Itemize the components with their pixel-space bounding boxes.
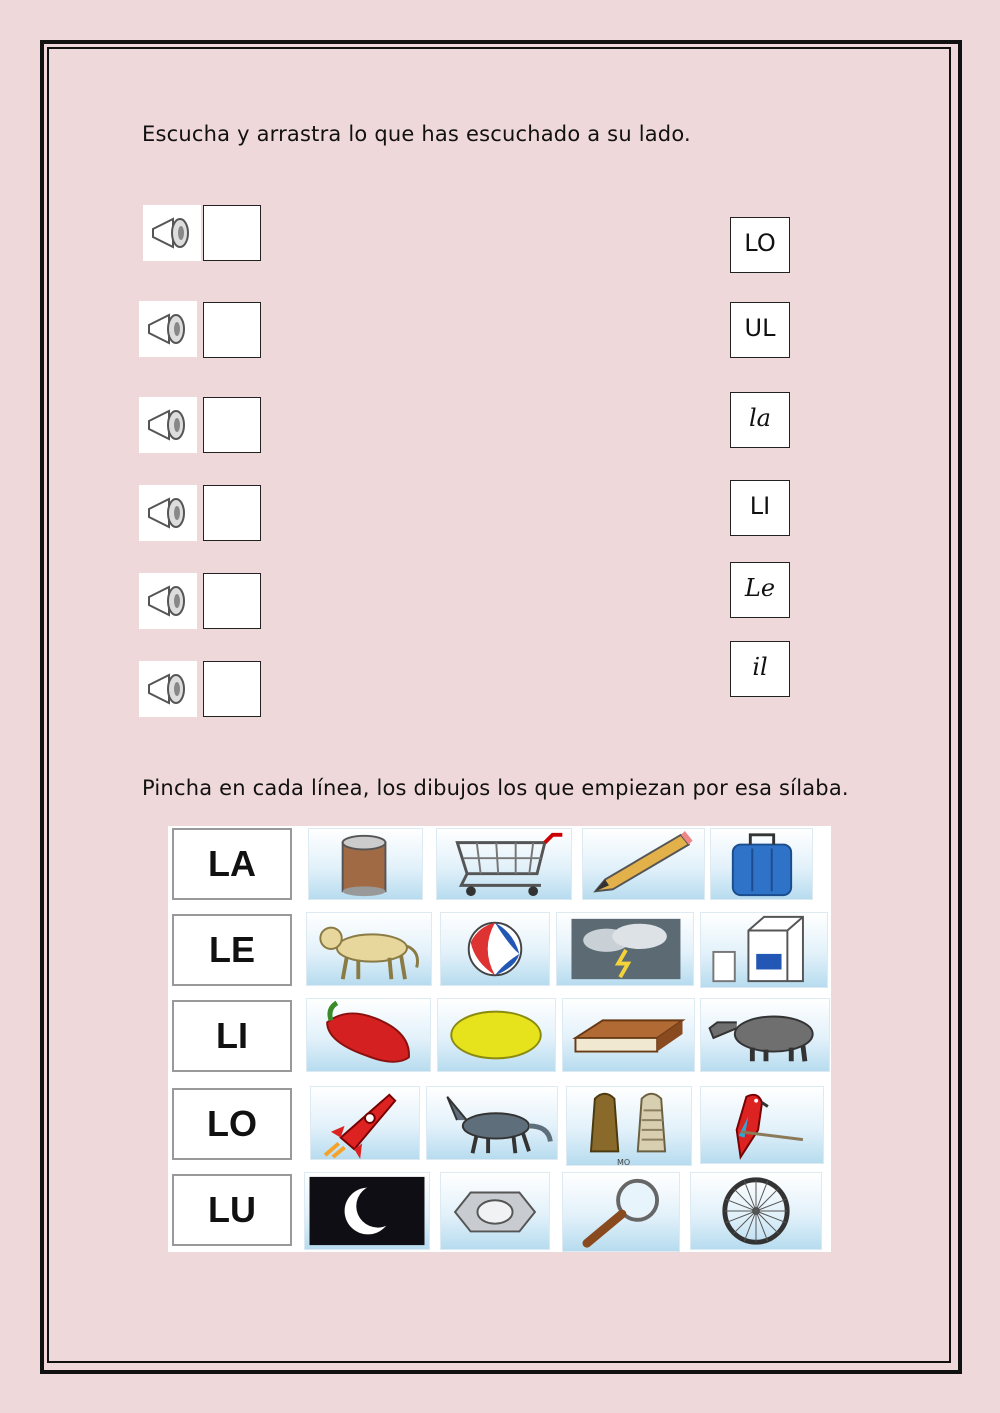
picture-parrot[interactable]	[700, 1086, 824, 1164]
wolf-icon	[427, 1087, 557, 1159]
syllable-label-lo: LO	[172, 1088, 292, 1160]
syllable-label-li: LI	[172, 1000, 292, 1072]
speaker-button-3[interactable]	[139, 397, 197, 453]
speaker-icon	[145, 581, 193, 621]
drag-tile-ul[interactable]: UL	[730, 302, 790, 358]
pencil-icon	[583, 829, 704, 899]
click-instruction: Pincha en cada línea, los dibujos los que empiezan por esa sílaba.	[142, 776, 849, 800]
wheel-icon	[691, 1173, 821, 1249]
syllable-label-la: LA	[172, 828, 292, 900]
can-icon	[309, 829, 422, 899]
mummy-label: MO	[617, 1158, 631, 1167]
speaker-icon	[145, 493, 193, 533]
drop-box-6[interactable]	[203, 661, 261, 717]
picture-magnifier[interactable]	[562, 1172, 680, 1252]
picture-rocket[interactable]	[310, 1086, 420, 1160]
drag-tile-li[interactable]: LI	[730, 480, 790, 536]
picture-beach-ball[interactable]	[440, 912, 550, 986]
book-icon	[563, 999, 694, 1071]
picture-can[interactable]	[308, 828, 423, 900]
picture-wheel[interactable]	[690, 1172, 822, 1250]
drag-tile-il[interactable]: il	[730, 641, 790, 697]
speaker-button-1[interactable]	[143, 205, 201, 261]
drop-box-3[interactable]	[203, 397, 261, 453]
rhino-icon	[701, 999, 829, 1071]
milk-carton-icon	[701, 913, 827, 987]
drop-box-5[interactable]	[203, 573, 261, 629]
drag-tile-lo[interactable]: LO	[730, 217, 790, 273]
beach-ball-icon	[441, 913, 549, 985]
shopping-cart-icon	[437, 829, 571, 899]
pepper-icon	[307, 999, 430, 1071]
picture-book[interactable]	[562, 998, 695, 1072]
speaker-button-2[interactable]	[139, 301, 197, 357]
mummy-icon	[567, 1087, 691, 1165]
storm-icon	[557, 913, 693, 985]
picture-shopping-cart[interactable]	[436, 828, 572, 900]
speaker-button-5[interactable]	[139, 573, 197, 629]
picture-wolf[interactable]	[426, 1086, 558, 1160]
picture-lioness[interactable]	[306, 912, 432, 986]
magnifier-icon	[563, 1173, 679, 1251]
speaker-icon	[145, 405, 193, 445]
nut-icon	[441, 1173, 549, 1249]
speaker-icon	[145, 309, 193, 349]
drop-box-1[interactable]	[203, 205, 261, 261]
drag-tile-le[interactable]: Le	[730, 562, 790, 618]
picture-rhino[interactable]	[700, 998, 830, 1072]
drag-tile-la[interactable]: la	[730, 392, 790, 448]
drop-box-2[interactable]	[203, 302, 261, 358]
rocket-icon	[311, 1087, 419, 1159]
picture-nut[interactable]	[440, 1172, 550, 1250]
speaker-button-6[interactable]	[139, 661, 197, 717]
speaker-button-4[interactable]	[139, 485, 197, 541]
picture-storm[interactable]	[556, 912, 694, 986]
drop-box-4[interactable]	[203, 485, 261, 541]
picture-moon[interactable]	[304, 1172, 430, 1250]
syllable-label-lu: LU	[172, 1174, 292, 1246]
picture-pencil[interactable]	[582, 828, 705, 900]
syllable-label-le: LE	[172, 914, 292, 986]
picture-milk-carton[interactable]	[700, 912, 828, 988]
speaker-icon	[145, 669, 193, 709]
lemon-icon	[438, 999, 555, 1071]
speaker-icon	[149, 213, 197, 253]
picture-mummy[interactable]	[566, 1086, 692, 1166]
picture-lemon[interactable]	[437, 998, 556, 1072]
parrot-icon	[701, 1087, 823, 1163]
drag-instruction: Escucha y arrastra lo que has escuchado a su lado.	[142, 122, 691, 146]
picture-suitcase[interactable]	[710, 828, 813, 900]
moon-icon	[305, 1173, 429, 1249]
suitcase-icon	[711, 829, 812, 899]
lioness-icon	[307, 913, 431, 985]
picture-pepper[interactable]	[306, 998, 431, 1072]
